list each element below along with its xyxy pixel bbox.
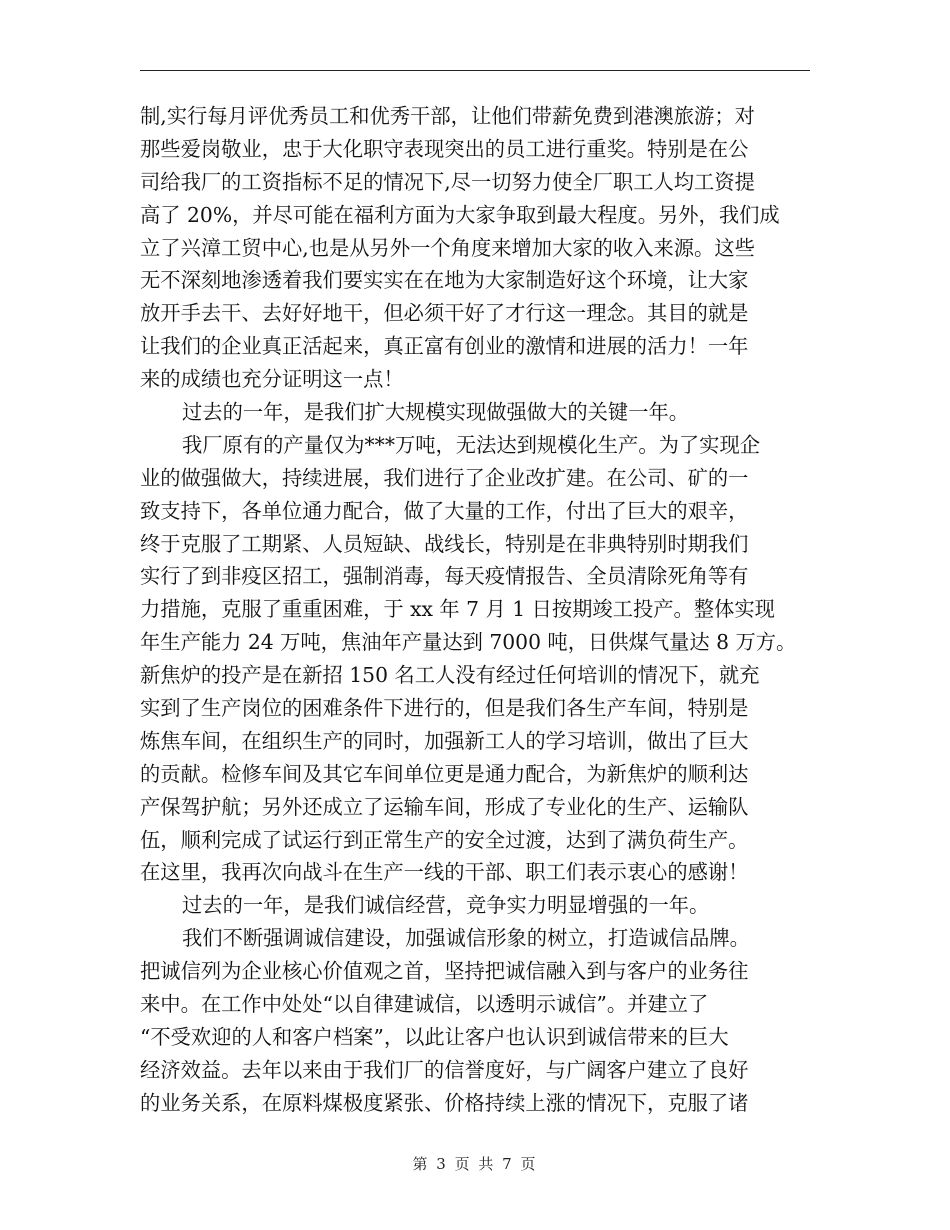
text-line: 新焦炉的投产是在新招 150 名工人没有经过任何培训的情况下，就充 (140, 663, 760, 688)
text-line: 年生产能力 24 万吨，焦油年产量达到 7000 吨，日供煤气量达 8 万方。 (140, 630, 797, 655)
text-line: 的贡献。检修车间及其它车间单位更是通力配合，为新焦炉的顺利达 (140, 761, 749, 786)
text-line: “不受欢迎的人和客户档案”，以此让客户也认识到诚信带来的巨大 (140, 1024, 729, 1049)
text-line: 在这里，我再次向战斗在生产一线的干部、职工们表示衷心的感谢！ (140, 860, 749, 885)
text-line: 的业务关系，在原料煤极度紧张、价格持续上涨的情况下，克服了诸 (140, 1090, 749, 1115)
text-line: 产保驾护航；另外还成立了运输车间，形成了专业化的生产、运输队 (140, 794, 749, 819)
text-line: 让我们的企业真正活起来，真正富有创业的激情和进展的活力！一年 (140, 334, 749, 359)
text-line: 力措施，克服了重重困难，于 xx 年 7 月 1 日按期竣工投产。整体实现 (140, 597, 775, 622)
text-line: 实到了生产岗位的困难条件下进行的，但是我们各生产车间，特别是 (140, 696, 749, 721)
text-line: 我们不断强调诚信建设，加强诚信形象的树立，打造诚信品牌。 (182, 926, 750, 951)
page-number: 第 3 页 共 7 页 (412, 1155, 538, 1173)
text-line: 伍，顺利完成了试运行到正常生产的安全过渡，达到了满负荷生产。 (140, 827, 749, 852)
text-line: 终于克服了工期紧、人员短缺、战线长，特别是在非典特别时期我们 (140, 531, 749, 556)
text-line: 来中。在工作中处处“以自律建诚信，以透明示诚信”。并建立了 (140, 992, 709, 1017)
text-line: 司给我厂的工资指标不足的情况下,尽一切努力使全厂职工人均工资提 (140, 169, 755, 194)
text-line: 立了兴漳工贸中心,也是从另外一个角度来增加大家的收入来源。这些 (140, 235, 755, 260)
text-line: 过去的一年，是我们扩大规模实现做强做大的关键一年。 (182, 400, 690, 425)
text-line: 业的做强做大，持续进展，我们进行了企业改扩建。在公司、矿的一 (140, 465, 749, 490)
text-line: 炼焦车间，在组织生产的同时，加强新工人的学习培训，做出了巨大 (140, 728, 749, 753)
header-rule (140, 70, 810, 71)
text-line: 实行了到非疫区招工，强制消毒，每天疫情报告、全员清除死角等有 (140, 564, 749, 589)
text-line: 经济效益。去年以来由于我们厂的信誉度好，与广阔客户建立了良好 (140, 1057, 749, 1082)
text-line: 把诚信列为企业核心价值观之首，坚持把诚信融入到与客户的业务往 (140, 959, 749, 984)
text-line: 那些爱岗敬业，忠于大化职守表现突出的员工进行重奖。特别是在公 (140, 136, 749, 161)
text-line: 放开手去干、去好好地干，但必须干好了才行这一理念。其目的就是 (140, 301, 749, 326)
text-line: 我厂原有的产量仅为***万吨，无法达到规模化生产。为了实现企 (182, 432, 761, 457)
text-line: 致支持下，各单位通力配合，做了大量的工作，付出了巨大的艰辛， (140, 498, 749, 523)
text-line: 过去的一年，是我们诚信经营，竞争实力明显增强的一年。 (182, 893, 710, 918)
document-body (140, 100, 810, 1120)
text-line: 来的成绩也充分证明这一点！ (140, 367, 404, 392)
text-line: 高了 20%，并尽可能在福利方面为大家争取到最大程度。另外，我们成 (140, 202, 780, 227)
text-line: 无不深刻地渗透着我们要实实在在地为大家制造好这个环境，让大家 (140, 268, 749, 293)
text-line: 制,实行每月评优秀员工和优秀干部，让他们带薪免费到港澳旅游；对 (140, 104, 755, 128)
